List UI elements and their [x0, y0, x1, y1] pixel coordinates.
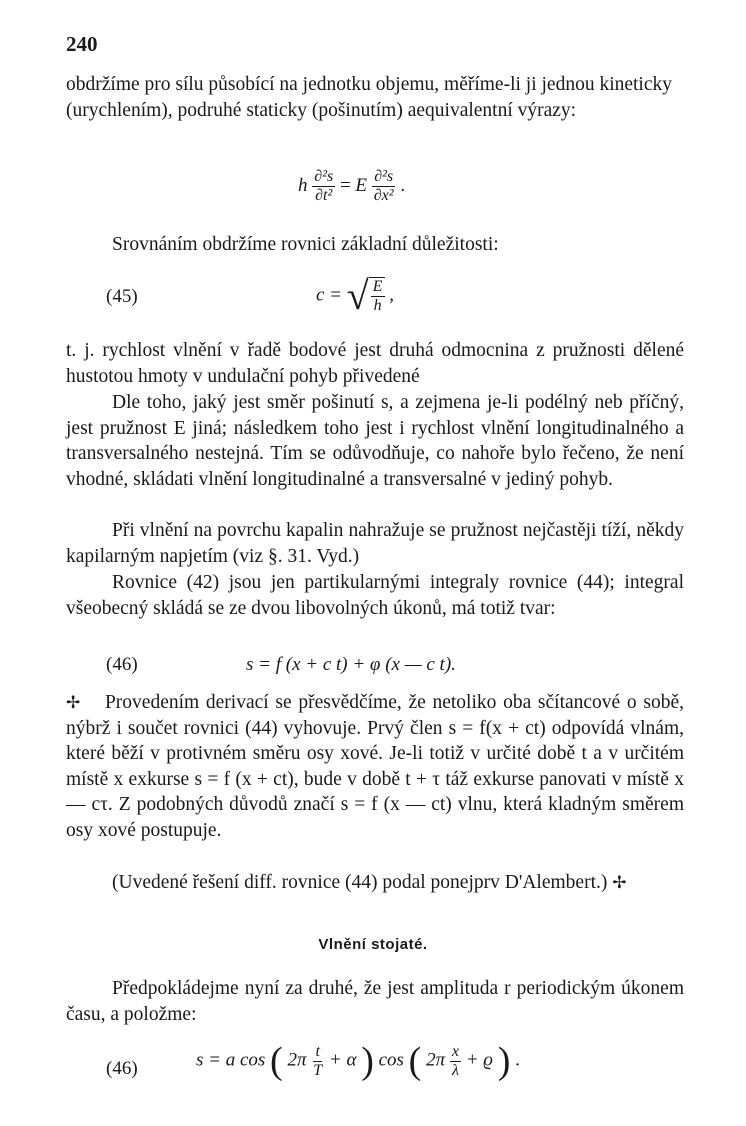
eq46b-lhs: s = a cos [196, 1049, 266, 1071]
paragraph-intro: obdržíme pro sílu působící na jednotku objemu, měříme-li ji jednou kineticky (urychlením), podruhé staticky (pošinutím) aequivalentní výrazy: [66, 74, 673, 121]
eq46b-open2: ( [408, 1040, 422, 1082]
eq-wave-left-coef: h [298, 174, 308, 196]
eq46b-open1: ( [270, 1040, 283, 1082]
eq45-sqrt [346, 273, 385, 318]
eq-wave-end: . [400, 174, 406, 196]
eq-wave-left-num: ∂²s [314, 168, 334, 185]
eq45-lhs: c = [316, 284, 343, 306]
eq-wave-left-fraction [312, 168, 335, 205]
equation-46a [66, 654, 684, 684]
eq45-label: (45) [106, 286, 138, 307]
eq-wave-right-den: ∂x² [373, 187, 394, 204]
eq46a-formula: s = f (x + c t) + φ (x — c t). [246, 654, 456, 675]
paragraph-derivation-text: Provedením derivací se přesvědčíme, že netoliko oba sčítancové o sobě, nýbrž i součet rovnici (44) vyhovuje. Prvý člen s = f(x + ct) odpovídá vlnám, které běží v protivném směru osy xové. Je-li totiž v určité době t a v určitém místě x exkurse s = f (x + ct), bude v době t + τ táž exkurse panovati v místě x — cτ. Z podobných důvodů značí s = f (x — ct) vlnu, která kladným směrem osy xové postupuje. [66, 692, 684, 841]
eq46b-end: . [515, 1049, 520, 1071]
paragraph-integrals: Rovnice (42) jsou jen partikularnými integraly rovnice (44); integral všeobecný skládá se ze dvou libovolných úkonů, má totiž tvar: [66, 572, 684, 619]
paragraph-dalembert [66, 870, 684, 896]
paragraph-comparison: Srovnáním obdržíme rovnici základní důležitosti: [112, 234, 499, 255]
eq46b-b2: + ϱ [465, 1049, 493, 1071]
eq-wave-left-den: ∂t² [315, 187, 333, 204]
radical-sign-icon: √ [346, 273, 369, 318]
eq45-end: , [389, 284, 394, 306]
equation-46b [66, 1040, 684, 1100]
eq46b-a1: 2π [287, 1049, 307, 1071]
eq46b-mid: cos [378, 1049, 404, 1071]
equation-wave [66, 168, 684, 218]
eq46b-d2: λ [451, 1061, 459, 1079]
section-mark-end-icon: ✢ [612, 873, 627, 892]
eq-wave-right-coef: E [355, 174, 368, 196]
paragraph-velocity: t. j. rychlost vlnění v řadě bodové jest druhá odmocnina z pružnosti dělené hustotou hmoty v undulační pohyb přivedené [66, 340, 684, 387]
paragraph-liquids: Při vlnění na povrchu kapalin nahražuje se pružnost nejčastěji tíží, někdy kapilarným napjetím (viz §. 31. Vyd.) [66, 520, 684, 567]
eq46b-close1: ) [361, 1040, 374, 1082]
eq46b-close2: ) [497, 1040, 511, 1082]
eq46b-n2: x [451, 1042, 459, 1060]
equation-45 [66, 272, 684, 326]
eq46b-n1: t [315, 1042, 320, 1060]
eq46b-d1: T [313, 1061, 323, 1079]
eq46b-a2: 2π [426, 1049, 446, 1071]
eq-wave-equals: = [339, 174, 351, 196]
eq45-den: h [373, 297, 382, 314]
eq45-num: E [372, 278, 383, 295]
paragraph-derivation [66, 690, 684, 844]
eq46b-b1: + α [328, 1049, 357, 1071]
paragraph-standing-wave: Předpokládejme nyní za druhé, že jest amplituda r periodickým úkonem času, a položme: [66, 978, 684, 1025]
eq-wave-right-fraction [372, 168, 396, 205]
section-heading: Vlnění stojaté. [318, 936, 428, 953]
eq46b-label: (46) [106, 1058, 138, 1079]
eq-wave-right-num: ∂²s [374, 168, 394, 185]
paragraph-dalembert-text: (Uvedené řešení diff. rovnice (44) podal ponejprv D'Alembert.) [112, 872, 608, 893]
section-mark-icon: ✢ [66, 693, 81, 712]
eq46a-label: (46) [106, 654, 138, 675]
page-number: 240 [66, 32, 98, 56]
paragraph-direction: Dle toho, jaký jest směr pošinutí s, a zejmena je-li podélný neb příčný, jest pružnost E jiná; následkem toho jest i rychlost vlnění longitudinalného a transversalného nestejná. Tím se odůvodňuje, co nahoře bylo řečeno, že není vhodné, skládati vlnění longitudinalné a transversalné v jediný pohyb. [66, 392, 684, 490]
